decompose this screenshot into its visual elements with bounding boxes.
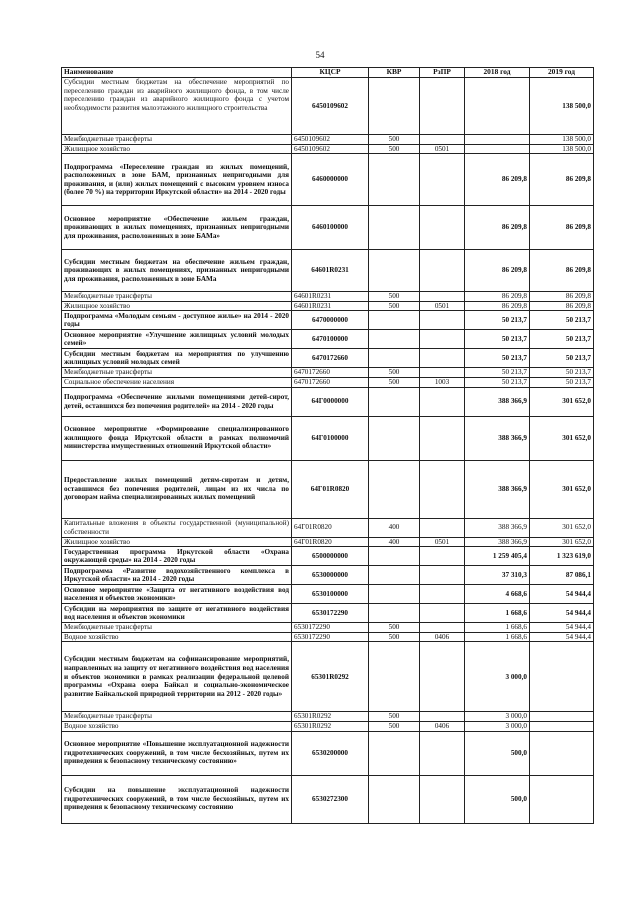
cell-rzpr (420, 368, 465, 378)
cell-2019: 54 944,4 (530, 585, 594, 604)
cell-kvr (369, 387, 420, 416)
cell-2019: 86 209,8 (530, 292, 594, 302)
cell-kcsr: 6530172290 (292, 632, 369, 642)
cell-kvr: 500 (369, 377, 420, 387)
cell-2019: 301 652,0 (530, 460, 594, 518)
cell-kcsr: 6450109602 (292, 135, 369, 145)
cell-name: Подпрограмма «Молодым семьям - доступное жилье» на 2014 - 2020 годы (62, 311, 292, 330)
cell-2018: 1 668,6 (465, 604, 530, 623)
cell-kvr: 500 (369, 135, 420, 145)
cell-name: Подпрограмма «Переселение граждан из жилых помещений, расположенных в зоне БАМ, признанных непригодными для проживания, и (или) жилых помещений с высоким уровнем износа (более 70 %) на территории Иркутской области» на 2014 - 2020 годы (62, 154, 292, 206)
cell-kcsr: 64601R0231 (292, 301, 369, 311)
cell-name: Субсидии на повышение эксплуатационной надежности гидротехнических сооружений, в том числе бесхозяйных, путем их приведения к безопасному техническому состоянию (62, 775, 292, 823)
cell-2018: 388 366,9 (465, 537, 530, 547)
cell-name: Жилищное хозяйство (62, 301, 292, 311)
cell-2018: 50 213,7 (465, 368, 530, 378)
cell-2019: 50 213,7 (530, 311, 594, 330)
cell-rzpr (420, 642, 465, 712)
cell-kcsr: 6530272300 (292, 775, 369, 823)
table-row (62, 144, 594, 154)
cell-kcsr: 6460100000 (292, 206, 369, 250)
cell-rzpr: 0501 (420, 301, 465, 311)
cell-2018: 86 209,8 (465, 154, 530, 206)
cell-2018 (465, 135, 530, 145)
cell-2019: 50 213,7 (530, 368, 594, 378)
table-row (62, 292, 594, 302)
cell-name: Основное мероприятие «Формирование специализированного жилищного фонда Иркутской области в рамках полномочий министерства имущественных отношений Иркутской области» (62, 416, 292, 460)
cell-2019: 301 652,0 (530, 416, 594, 460)
cell-name: Подпрограмма «Развитие водохозяйственного комплекса в Иркутской области» на 2014 - 2020 годы (62, 566, 292, 585)
cell-rzpr (420, 206, 465, 250)
cell-rzpr: 0501 (420, 537, 465, 547)
cell-2018: 1 668,6 (465, 623, 530, 633)
table-row (62, 387, 594, 416)
cell-rzpr: 0501 (420, 144, 465, 154)
column-header-name: Наименование (62, 68, 292, 78)
cell-name: Капитальные вложения в объекты государственной (муниципальной) собственности (62, 518, 292, 537)
cell-rzpr (420, 547, 465, 566)
cell-rzpr (420, 387, 465, 416)
cell-name: Государственная программа Иркутской области «Охрана окружающей среды» на 2014 - 2020 годы (62, 547, 292, 566)
cell-kvr (369, 775, 420, 823)
cell-kcsr: 6530000000 (292, 566, 369, 585)
table-row (62, 78, 594, 135)
cell-2019: 138 500,0 (530, 135, 594, 145)
cell-2019: 54 944,4 (530, 632, 594, 642)
table-row (62, 537, 594, 547)
cell-2018: 388 366,9 (465, 416, 530, 460)
cell-name: Субсидии местным бюджетам на обеспечение жильем граждан, проживающих в жилых помещениях, признанных непригодными для проживания, расположенных в зоне БАМа (62, 250, 292, 292)
cell-kvr: 500 (369, 623, 420, 633)
cell-name: Субсидии на мероприятия по защите от негативного воздействия вод населения и объектов экономики (62, 604, 292, 623)
cell-2018 (465, 78, 530, 135)
table-row (62, 775, 594, 823)
cell-2019: 50 213,7 (530, 377, 594, 387)
cell-kcsr: 6530200000 (292, 731, 369, 775)
cell-kvr (369, 330, 420, 349)
cell-name: Субсидии местным бюджетам на мероприятия по улучшению жилищных условий молодых семей (62, 349, 292, 368)
table-row (62, 547, 594, 566)
cell-kcsr: 65301R0292 (292, 721, 369, 731)
cell-kvr: 500 (369, 712, 420, 722)
table-row (62, 135, 594, 145)
cell-2019: 86 209,8 (530, 301, 594, 311)
cell-rzpr (420, 78, 465, 135)
cell-2019: 86 209,8 (530, 154, 594, 206)
table-row (62, 518, 594, 537)
cell-kvr (369, 731, 420, 775)
cell-rzpr (420, 330, 465, 349)
cell-kcsr: 6470172660 (292, 368, 369, 378)
table-row (62, 349, 594, 368)
cell-rzpr (420, 712, 465, 722)
cell-2019: 87 086,1 (530, 566, 594, 585)
cell-2018: 388 366,9 (465, 387, 530, 416)
cell-2018: 388 366,9 (465, 460, 530, 518)
cell-kcsr: 6500000000 (292, 547, 369, 566)
cell-2019 (530, 721, 594, 731)
cell-kvr (369, 349, 420, 368)
cell-2018: 50 213,7 (465, 349, 530, 368)
cell-2019 (530, 775, 594, 823)
cell-name: Жилищное хозяйство (62, 144, 292, 154)
cell-name: Жилищное хозяйство (62, 537, 292, 547)
cell-kvr: 500 (369, 632, 420, 642)
cell-rzpr (420, 566, 465, 585)
cell-2018: 4 668,6 (465, 585, 530, 604)
page-number: 54 (315, 50, 325, 60)
column-header-kcsr: КЦСР (292, 68, 369, 78)
cell-rzpr (420, 349, 465, 368)
cell-kcsr: 64Г0100000 (292, 416, 369, 460)
cell-name: Социальное обеспечение населения (62, 377, 292, 387)
cell-2018: 1 259 405,4 (465, 547, 530, 566)
cell-2019: 54 944,4 (530, 604, 594, 623)
cell-rzpr (420, 292, 465, 302)
cell-2018: 86 209,8 (465, 301, 530, 311)
cell-kcsr: 64Г01R0820 (292, 460, 369, 518)
cell-2018: 3 000,0 (465, 721, 530, 731)
cell-name: Межбюджетные трансферты (62, 623, 292, 633)
cell-rzpr (420, 585, 465, 604)
table-row (62, 642, 594, 712)
cell-2018: 86 209,8 (465, 250, 530, 292)
cell-2019: 301 652,0 (530, 537, 594, 547)
cell-2018: 86 209,8 (465, 206, 530, 250)
cell-name: Основное мероприятие «Повышение эксплуатационной надежности гидротехнических сооружений, в том числе бесхозяйных, путем их приведения к безопасному техническому состоянию» (62, 731, 292, 775)
cell-kcsr: 6530100000 (292, 585, 369, 604)
cell-2018: 50 213,7 (465, 311, 530, 330)
cell-2019: 86 209,8 (530, 206, 594, 250)
table-row (62, 250, 594, 292)
cell-kvr (369, 642, 420, 712)
cell-kcsr: 64601R0231 (292, 292, 369, 302)
cell-2019: 301 652,0 (530, 518, 594, 537)
column-header-2018: 2018 год (465, 68, 530, 78)
cell-name: Межбюджетные трансферты (62, 135, 292, 145)
cell-kcsr: 65301R0292 (292, 712, 369, 722)
table-body (62, 78, 594, 824)
table-row (62, 623, 594, 633)
cell-kcsr: 6470172660 (292, 349, 369, 368)
cell-kvr (369, 311, 420, 330)
cell-kcsr: 65301R0292 (292, 642, 369, 712)
cell-name: Водное хозяйство (62, 721, 292, 731)
cell-kvr (369, 416, 420, 460)
table-row (62, 712, 594, 722)
cell-rzpr (420, 623, 465, 633)
cell-name: Субсидии местным бюджетам на обеспечение мероприятий по переселению граждан из аварийного жилищного фонда, в том числе переселению граждан из аварийного жилищного фонда с учетом необходимости развития малоэтажного жилищного строительства (62, 78, 292, 135)
table-row (62, 731, 594, 775)
cell-2018: 500,0 (465, 775, 530, 823)
cell-kvr (369, 460, 420, 518)
table-row (62, 460, 594, 518)
cell-rzpr (420, 250, 465, 292)
column-header-2019: 2019 год (530, 68, 594, 78)
cell-kcsr: 6460000000 (292, 154, 369, 206)
cell-2018: 86 209,8 (465, 292, 530, 302)
cell-2018: 50 213,7 (465, 330, 530, 349)
cell-rzpr: 0406 (420, 721, 465, 731)
cell-kvr: 500 (369, 301, 420, 311)
cell-2018: 50 213,7 (465, 377, 530, 387)
cell-2018: 500,0 (465, 731, 530, 775)
cell-2019: 301 652,0 (530, 387, 594, 416)
cell-name: Основное мероприятие «Защита от негативного воздействия вод населения и объектов экономики» (62, 585, 292, 604)
table-row (62, 368, 594, 378)
table-row (62, 330, 594, 349)
cell-name: Межбюджетные трансферты (62, 368, 292, 378)
cell-2019: 138 500,0 (530, 78, 594, 135)
cell-2019: 138 500,0 (530, 144, 594, 154)
cell-kvr (369, 154, 420, 206)
cell-rzpr (420, 460, 465, 518)
cell-kcsr: 64601R0231 (292, 250, 369, 292)
table-row (62, 311, 594, 330)
cell-2018: 37 310,3 (465, 566, 530, 585)
cell-rzpr: 1003 (420, 377, 465, 387)
cell-kvr (369, 604, 420, 623)
cell-kvr: 500 (369, 721, 420, 731)
cell-kcsr: 64Г01R0820 (292, 537, 369, 547)
table-row (62, 377, 594, 387)
table-row (62, 206, 594, 250)
cell-2019 (530, 731, 594, 775)
cell-2018: 388 366,9 (465, 518, 530, 537)
cell-rzpr (420, 311, 465, 330)
cell-2019 (530, 712, 594, 722)
cell-name: Межбюджетные трансферты (62, 712, 292, 722)
cell-rzpr (420, 775, 465, 823)
table-row (62, 154, 594, 206)
cell-2019: 50 213,7 (530, 330, 594, 349)
cell-rzpr (420, 416, 465, 460)
cell-kvr (369, 78, 420, 135)
cell-name: Основное мероприятие «Улучшение жилищных условий молодых семей» (62, 330, 292, 349)
cell-name: Предоставление жилых помещений детям-сиротам и детям, оставшимся без попечения родителей, лицам из их числа по договорам найма специализированных жилых помещений (62, 460, 292, 518)
cell-kcsr: 6470000000 (292, 311, 369, 330)
cell-kcsr: 6530172290 (292, 604, 369, 623)
table-row (62, 585, 594, 604)
cell-2019 (530, 642, 594, 712)
cell-2018: 3 000,0 (465, 712, 530, 722)
cell-kcsr: 64Г01R0820 (292, 518, 369, 537)
column-header-kvr: КВР (369, 68, 420, 78)
column-header-rzpr: РзПР (420, 68, 465, 78)
table-row (62, 301, 594, 311)
table-row (62, 721, 594, 731)
cell-kcsr: 6450109602 (292, 144, 369, 154)
cell-rzpr (420, 731, 465, 775)
cell-kvr: 400 (369, 518, 420, 537)
table-row (62, 416, 594, 460)
budget-table (61, 67, 594, 824)
cell-kcsr: 6530172290 (292, 623, 369, 633)
cell-rzpr (420, 604, 465, 623)
cell-2018: 3 000,0 (465, 642, 530, 712)
cell-2018 (465, 144, 530, 154)
cell-2019: 86 209,8 (530, 250, 594, 292)
cell-name: Межбюджетные трансферты (62, 292, 292, 302)
cell-kcsr: 6450109602 (292, 78, 369, 135)
cell-kvr (369, 547, 420, 566)
cell-2018: 1 668,6 (465, 632, 530, 642)
cell-kvr (369, 206, 420, 250)
table-header-row (62, 68, 594, 78)
cell-name: Подпрограмма «Обеспечение жилыми помещениями детей-сирот, детей, оставшихся без попечения родителей» на 2014 - 2020 годы (62, 387, 292, 416)
cell-rzpr (420, 154, 465, 206)
table-row (62, 604, 594, 623)
cell-2019: 1 323 619,0 (530, 547, 594, 566)
cell-name: Субсидии местным бюджетам на софинансирование мероприятий, направленных на защиту от негативного воздействия вод населения и объектов экономики в рамках реализации федеральной целевой программы «Охрана озера Байкал и социально-экономическое развитие Байкальской природной территории на 2012 - 2020 годы» (62, 642, 292, 712)
cell-rzpr: 0406 (420, 632, 465, 642)
cell-kvr (369, 250, 420, 292)
cell-kcsr: 64Г0000000 (292, 387, 369, 416)
cell-2019: 54 944,4 (530, 623, 594, 633)
cell-kvr (369, 585, 420, 604)
cell-rzpr (420, 518, 465, 537)
table-row (62, 566, 594, 585)
cell-kvr (369, 566, 420, 585)
cell-kvr: 400 (369, 537, 420, 547)
cell-name: Основное мероприятие «Обеспечение жильем граждан, проживающих в жилых помещениях, признанных непригодными для проживания, расположенных в зоне БАМа» (62, 206, 292, 250)
cell-rzpr (420, 135, 465, 145)
cell-kcsr: 6470172660 (292, 377, 369, 387)
cell-2019: 50 213,7 (530, 349, 594, 368)
cell-name: Водное хозяйство (62, 632, 292, 642)
cell-kvr: 500 (369, 292, 420, 302)
table-row (62, 632, 594, 642)
cell-kvr: 500 (369, 368, 420, 378)
cell-kvr: 500 (369, 144, 420, 154)
cell-kcsr: 6470100000 (292, 330, 369, 349)
